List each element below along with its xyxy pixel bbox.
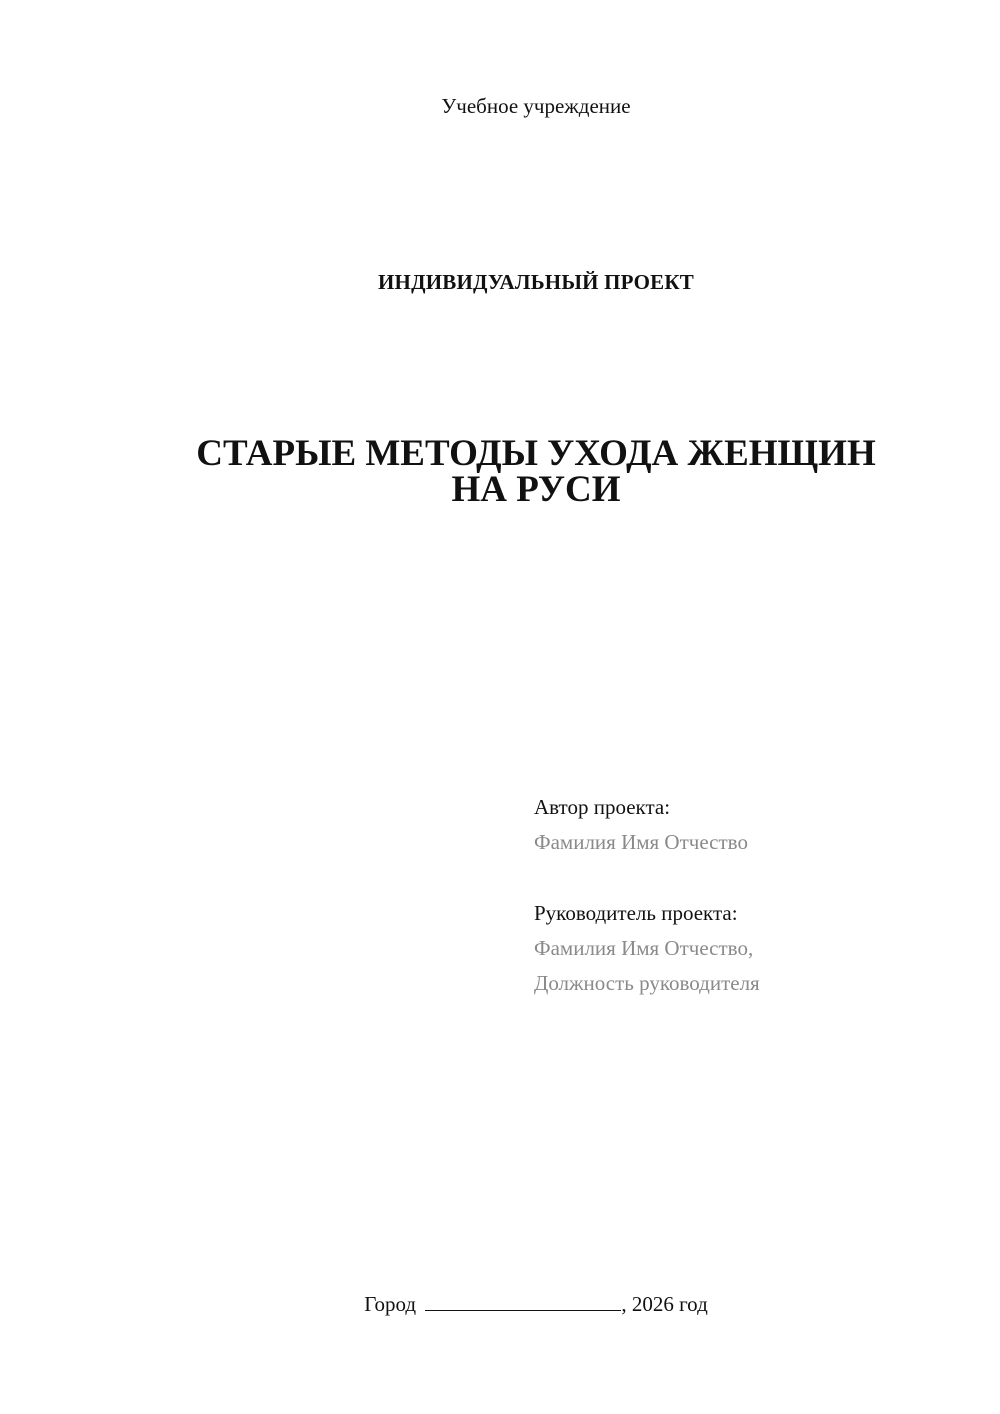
project-title	[0, 433, 1000, 510]
project-meta-block	[534, 790, 974, 1001]
city-blank-underline	[425, 1290, 621, 1311]
document-type-heading: ИНДИВИДУАЛЬНЫЙ ПРОЕКТ	[378, 270, 694, 294]
supervisor-label: Руководитель проекта:	[534, 901, 738, 925]
city-label: Город	[364, 1292, 417, 1316]
institution-name: Учебное учреждение	[441, 94, 631, 118]
footer-city-year	[0, 1290, 1000, 1318]
author-label: Автор проекта:	[534, 795, 671, 819]
author-name-placeholder: Фамилия Имя Отчество	[534, 830, 748, 854]
year-text: , 2026 год	[621, 1292, 708, 1316]
project-title-line-1: СТАРЫЕ МЕТОДЫ УХОДА ЖЕНЩИН	[196, 433, 876, 474]
meta-spacer	[534, 860, 974, 896]
supervisor-name-placeholder: Фамилия Имя Отчество,	[534, 936, 754, 960]
supervisor-position-placeholder: Должность руководителя	[534, 971, 760, 995]
project-title-line-2: НА РУСИ	[451, 469, 621, 510]
